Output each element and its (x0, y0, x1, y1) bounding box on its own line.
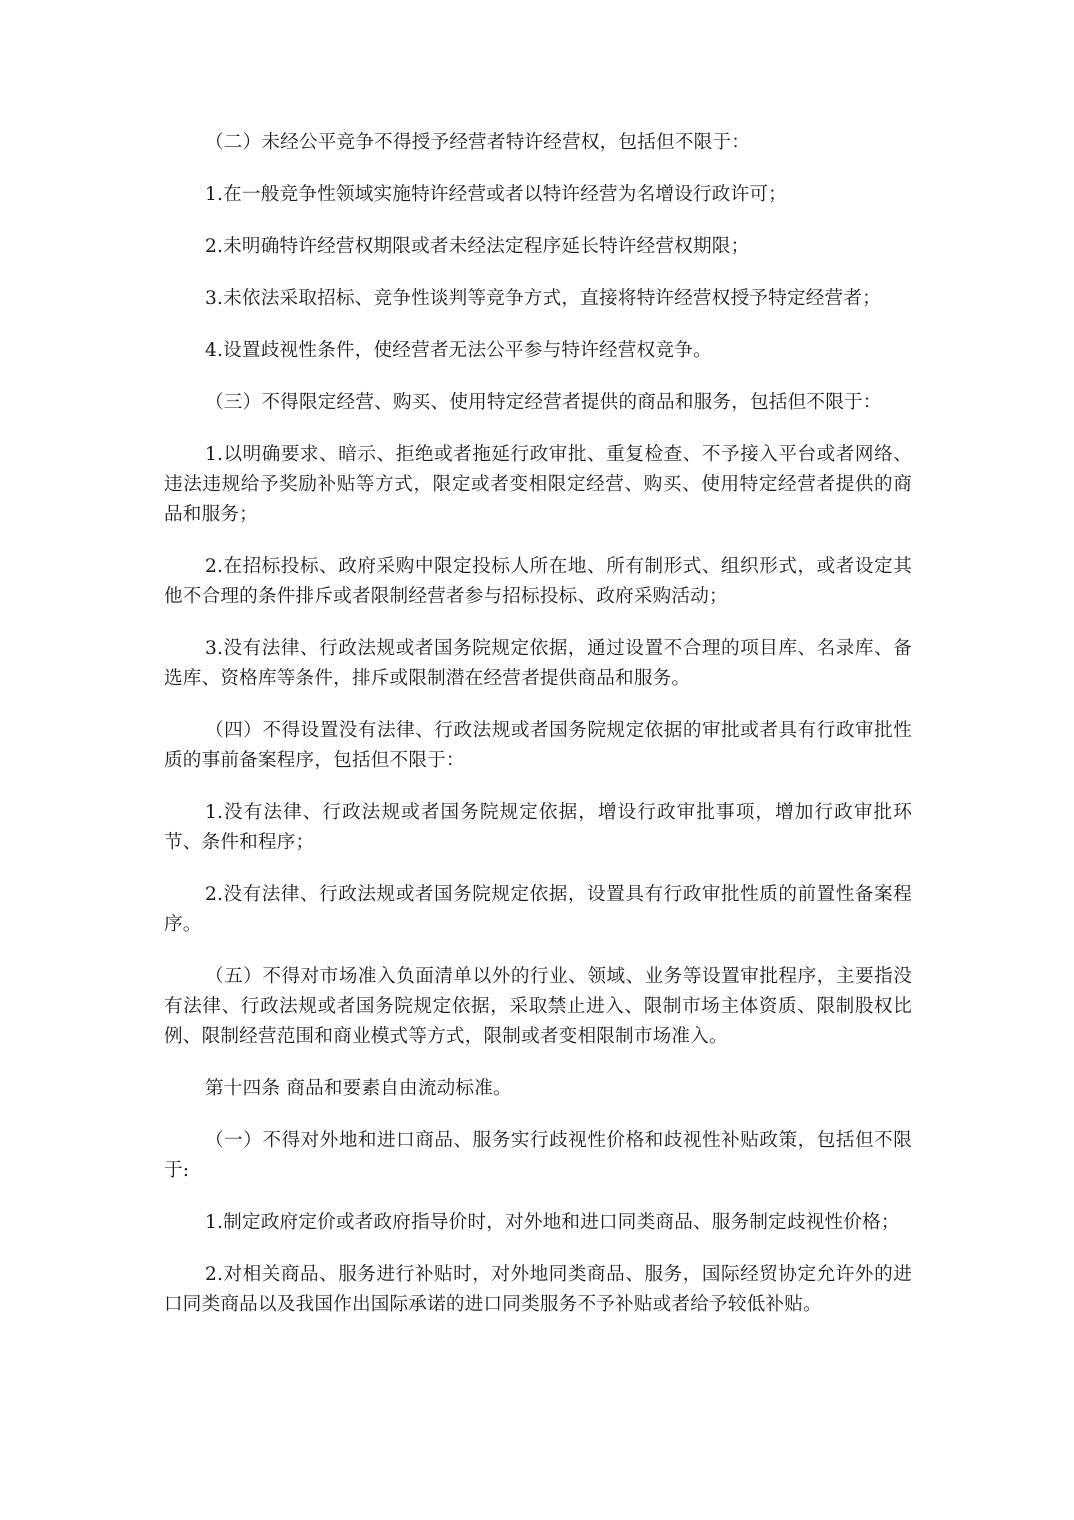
paragraph-section-2-heading: （二）未经公平竞争不得授予经营者特许经营权，包括但不限于： (205, 132, 751, 153)
paragraph-section-5: （五）不得对市场准入负面清单以外的行业、领域、业务等设置审批程序，主要指没有法律、行政法规或者国务院规定依据，采取禁止进入、限制市场主体资质、限制股权比例、限制经营范围和商业模式等方式，限制或者变相限制市场准入。 (164, 966, 912, 1047)
paragraph-section-3-item-2: 2.在招标投标、政府采购中限定投标人所在地、所有制形式、组织形式，或者设定其他不合理的条件排斥或者限制经营者参与招标投标、政府采购活动； (164, 556, 912, 607)
paragraph-section-4-item-1: 1.没有法律、行政法规或者国务院规定依据，增设行政审批事项，增加行政审批环节、条件和程序； (164, 802, 912, 853)
paragraph-section-2-item-4: 4.设置歧视性条件，使经营者无法公平参与特许经营权竞争。 (205, 340, 712, 361)
paragraph-article-14-section-1-item-2: 2.对相关商品、服务进行补贴时，对外地同类商品、服务，国际经贸协定允许外的进口同类商品以及我国作出国际承诺的进口同类服务不予补贴或者给予较低补贴。 (164, 1264, 912, 1315)
paragraph-section-2-item-3: 3.未依法采取招标、竞争性谈判等竞争方式，直接将特许经营权授予特定经营者； (205, 288, 881, 309)
paragraph-article-14-section-1-heading: （一）不得对外地和进口商品、服务实行歧视性价格和歧视性补贴政策，包括但不限于: (164, 1130, 912, 1181)
paragraph-section-3-heading: （三）不得限定经营、购买、使用特定经营者提供的商品和服务，包括但不限于： (205, 392, 882, 413)
paragraph-section-3-item-1: 1.以明确要求、暗示、拒绝或者拖延行政审批、重复检查、不予接入平台或者网络、违法违规给予奖励补贴等方式，限定或者变相限定经营、购买、使用特定经营者提供的商品和服务； (164, 444, 912, 525)
article-14-heading: 第十四条 商品和要素自由流动标准。 (205, 1078, 512, 1099)
document-page (164, 128, 912, 1342)
paragraph-section-4-heading: （四）不得设置没有法律、行政法规或者国务院规定依据的审批或者具有行政审批性质的事前备案程序，包括但不限于： (164, 720, 912, 771)
paragraph-article-14-section-1-item-1: 1.制定政府定价或者政府指导价时，对外地和进口同类商品、服务制定歧视性价格； (205, 1212, 900, 1233)
paragraph-section-2-item-1: 1.在一般竞争性领域实施特许经营或者以特许经营为名增设行政许可； (205, 184, 787, 205)
paragraph-section-4-item-2: 2.没有法律、行政法规或者国务院规定依据，设置具有行政审批性质的前置性备案程序。 (164, 884, 912, 935)
paragraph-section-2-item-2: 2.未明确特许经营权期限或者未经法定程序延长特许经营权期限； (205, 236, 750, 257)
paragraph-section-3-item-3: 3.没有法律、行政法规或者国务院规定依据，通过设置不合理的项目库、名录库、备选库、资格库等条件，排斥或限制潜在经营者提供商品和服务。 (164, 638, 912, 689)
